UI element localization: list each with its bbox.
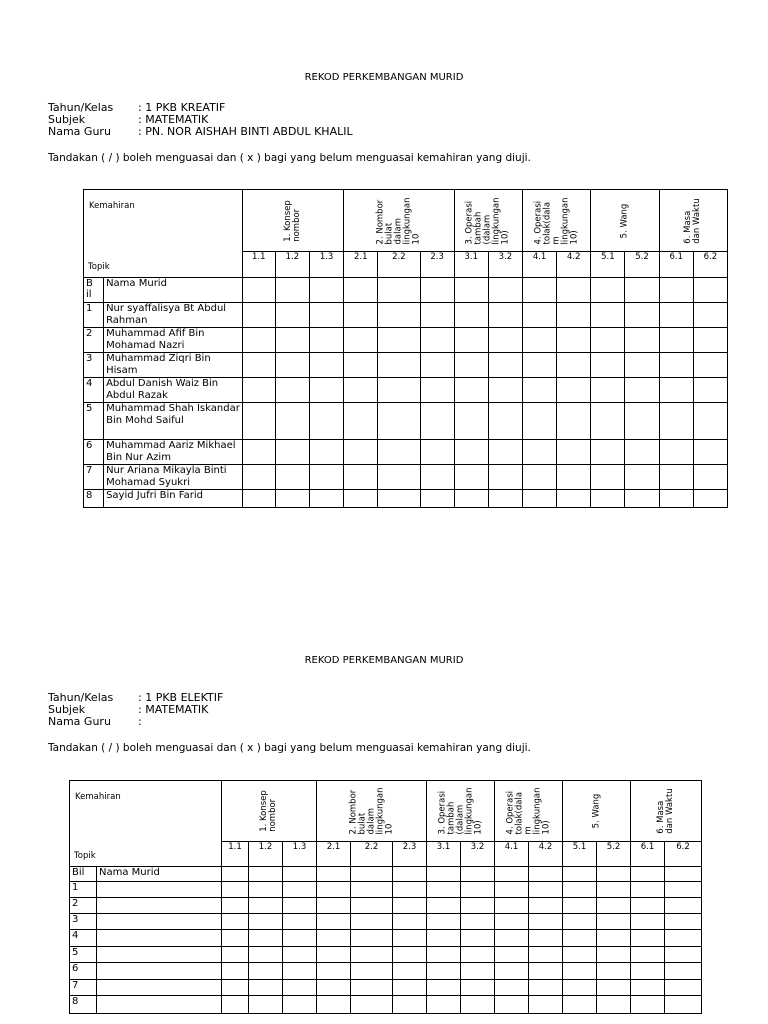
- table-row: 2 Muhammad Afif Bin Mohamad Nazri: [84, 328, 728, 353]
- table-row: 2: [70, 898, 702, 914]
- skill-header-5: 5. Wang: [563, 781, 631, 842]
- skill-header-5: 5. Wang: [591, 190, 659, 252]
- table-row: 5 Muhammad Shah Iskandar Bin Mohd Saiful: [84, 403, 728, 440]
- subskill-header: 2.2: [351, 842, 393, 867]
- info-row-guru: Nama Guru :: [48, 715, 142, 728]
- bil-header: B il: [84, 278, 104, 303]
- subskill-header: 1.1: [222, 842, 249, 867]
- subskill-header: 4.1: [495, 842, 529, 867]
- student-name: Muhammad Shah Iskandar Bin Mohd Saiful: [104, 403, 243, 440]
- info-row-subjek: Subjek : MATEMATIK: [48, 113, 209, 126]
- student-name: Nur syaffalisya Bt Abdul Rahman: [104, 303, 243, 328]
- subskill-header: 2.3: [420, 252, 454, 278]
- skill-header-2: 2. Nombor bulat dalam lingkungan 10: [344, 190, 455, 252]
- table-row: 1 Nur syaffalisya Bt Abdul Rahman: [84, 303, 728, 328]
- section-2-info: [48, 692, 223, 728]
- subskill-header: 2.3: [393, 842, 427, 867]
- subskill-header: 6.2: [693, 252, 727, 278]
- kemahiran-topik-header: Kemahiran Topik: [84, 190, 243, 278]
- table-row: 5: [70, 947, 702, 963]
- table-row: 8: [70, 996, 702, 1014]
- subskill-header: 1.3: [283, 842, 317, 867]
- student-name[interactable]: [97, 914, 222, 930]
- student-name[interactable]: [97, 996, 222, 1014]
- table-row: 7: [70, 980, 702, 996]
- table-row: 7 Nur Ariana Mikayla Binti Mohamad Syukri: [84, 465, 728, 490]
- table-row: 1: [70, 882, 702, 898]
- subskill-header: 1.1: [242, 252, 275, 278]
- nama-murid-header: Nama Murid: [97, 867, 222, 882]
- subskill-header: 3.2: [488, 252, 522, 278]
- info-row-tahun: Tahun/Kelas : 1 PKB ELEKTIF: [48, 691, 224, 704]
- subskill-header: 3.2: [461, 842, 495, 867]
- subskill-header: 5.1: [591, 252, 625, 278]
- section-2-instruction: Tandakan ( / ) boleh menguasai dan ( x ) bagi yang belum menguasai kemahiran yang diuji.: [48, 742, 531, 754]
- section-2-title: REKOD PERKEMBANGAN MURID: [304, 655, 464, 666]
- kemahiran-topik-header: Kemahiran Topik: [70, 781, 222, 867]
- subskill-header: 2.1: [344, 252, 378, 278]
- skill-header-3: 3. Operasi tambah (dalam lingkungan 10): [427, 781, 495, 842]
- info-row-guru: Nama Guru : PN. NOR AISHAH BINTI ABDUL KHALIL: [48, 125, 353, 138]
- student-name: Muhammad Ziqri Bin Hisam: [104, 353, 243, 378]
- skill-header-6: 6. Masa dan Waktu: [631, 781, 702, 842]
- student-name[interactable]: [97, 898, 222, 914]
- subskill-header: 6.1: [659, 252, 693, 278]
- section-1-info: [48, 102, 353, 138]
- subskill-header: 4.1: [523, 252, 557, 278]
- column-header-row: [70, 867, 702, 882]
- subskill-header: 5.2: [625, 252, 659, 278]
- subskill-header: 4.2: [557, 252, 591, 278]
- subskill-header: 1.2: [249, 842, 283, 867]
- skill-header-4: 4. Operasi tolak(dala m lingkungan 10): [523, 190, 591, 252]
- section-2-skills-table: [69, 780, 702, 1014]
- skill-header-2: 2. Nombor bulat dalam lingkungan 10: [317, 781, 427, 842]
- table-row: 3: [70, 914, 702, 930]
- subskill-header: 5.1: [563, 842, 597, 867]
- info-row-tahun: Tahun/Kelas : 1 PKB KREATIF: [48, 101, 226, 114]
- skill-header-1: 1. Konsep nombor: [242, 190, 343, 252]
- table-row: 6 Muhammad Aariz Mikhael Bin Nur Azim: [84, 440, 728, 465]
- subskill-header: 3.1: [454, 252, 488, 278]
- student-name: Muhammad Aariz Mikhael Bin Nur Azim: [104, 440, 243, 465]
- skill-header-3: 3. Operasi tambah (dalam lingkungan 10): [454, 190, 522, 252]
- subskill-header: 1.2: [275, 252, 309, 278]
- subskill-header: 5.2: [597, 842, 631, 867]
- info-row-subjek: Subjek : MATEMATIK: [48, 703, 209, 716]
- subskill-header: 3.1: [427, 842, 461, 867]
- subskill-header: 6.1: [631, 842, 665, 867]
- subskill-header: 2.1: [317, 842, 351, 867]
- section-1-instruction: Tandakan ( / ) boleh menguasai dan ( x ) bagi yang belum menguasai kemahiran yang diuji.: [48, 152, 531, 164]
- subskill-header: 6.2: [665, 842, 702, 867]
- skill-header-6: 6. Masa dan Waktu: [659, 190, 727, 252]
- section-1-skills-table: [83, 189, 728, 508]
- student-name: Sayid Jufri Bin Farid: [104, 490, 243, 508]
- table-row: 8 Sayid Jufri Bin Farid: [84, 490, 728, 508]
- student-name[interactable]: [97, 947, 222, 963]
- student-name[interactable]: [97, 882, 222, 898]
- nama-murid-header: Nama Murid: [104, 278, 243, 303]
- table-row: 4 Abdul Danish Waiz Bin Abdul Razak: [84, 378, 728, 403]
- section-1-title: REKOD PERKEMBANGAN MURID: [304, 72, 464, 83]
- student-name[interactable]: [97, 963, 222, 980]
- subskill-header: 2.2: [378, 252, 420, 278]
- student-name: Abdul Danish Waiz Bin Abdul Razak: [104, 378, 243, 403]
- student-name: Muhammad Afif Bin Mohamad Nazri: [104, 328, 243, 353]
- skill-header-4: 4. Operasi tolak(dala m lingkungan 10): [495, 781, 563, 842]
- column-header-row: [84, 278, 728, 303]
- subskill-header: 1.3: [310, 252, 344, 278]
- student-name: Nur Ariana Mikayla Binti Mohamad Syukri: [104, 465, 243, 490]
- bil-header: Bil: [70, 867, 97, 882]
- student-name[interactable]: [97, 980, 222, 996]
- subskill-header: 4.2: [529, 842, 563, 867]
- table-row: 4: [70, 930, 702, 947]
- student-name[interactable]: [97, 930, 222, 947]
- table-row: 6: [70, 963, 702, 980]
- skill-header-1: 1. Konsep nombor: [222, 781, 317, 842]
- table-row: 3 Muhammad Ziqri Bin Hisam: [84, 353, 728, 378]
